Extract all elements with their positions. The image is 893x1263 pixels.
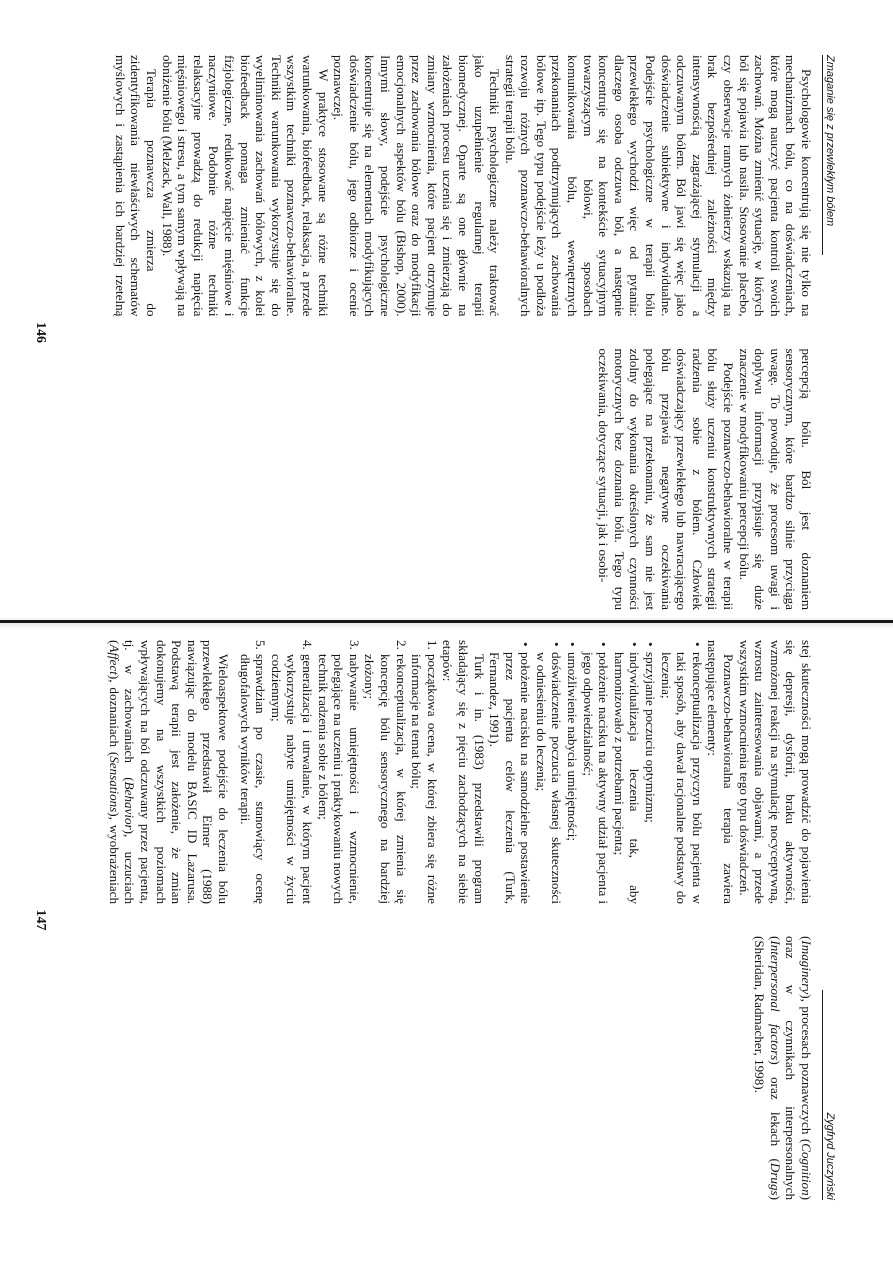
paragraph: Terapia poznawcza zmierza do zidentyfikowania niewłaściwych schematów myślowych i zastąpienia ich bardziej rzetelną percepcją bólu. Ból jest doznaniem sensorycznym, które bardzo silnie przyciąga uwagę. To powoduje, że procesom uwagi i doplywu informacji przypisuje się duże znaczenie w modyfikowaniu percepcji bólu. bbox=[112, 55, 814, 610]
list-item: • doświadczenie poczucia własnej skuteczności w odniesieniu do leczenia; bbox=[533, 652, 564, 904]
running-head-left: Zmaganie się z przewlekłym bólem bbox=[822, 55, 836, 255]
elements-list bbox=[487, 640, 705, 904]
right-page bbox=[33, 640, 836, 1200]
left-page bbox=[33, 55, 836, 610]
list-item: • sprzyjanie poczuciu optymizmu; bbox=[642, 652, 658, 904]
page-number-right: 147 bbox=[33, 909, 48, 931]
list-item: • położenie nacisku na samodzielne postawienie przez pacjenta celów leczenia (Turk, Fernandez, 1991). bbox=[487, 652, 534, 904]
list-item: • indywidualizacja leczenia tak, aby harmonizowało z potrzebami pacjenta; bbox=[611, 652, 642, 904]
paragraph: Wieloaspektowe podejście do leczenia bólu przewlekłego przedstawił Eimer (1988) nawiązując do modelu BASIC ID Lazarusa. Podstawą terapii jest założenie, że zmian dokonujemy na wszystkich poziomach wpływających na ból odczuwany przez pacjenta, tj. w zachowaniach (Behavior), uczuciach (Affect), doznaniach (Sensations), wyobrażeniach (Imaginery), procesach poznawczych (Cognition) oraz w czynnikach interpersonalnych (Interpersonal factors) oraz lekach (Drugs) (Sheridan, Radmacher, 1998). bbox=[106, 640, 814, 1200]
page-fold-shadow bbox=[0, 617, 893, 629]
list-item: • rekonceptualizacja przyczyn bólu pacjenta w taki sposób, aby dawał racjonalne podstawy do leczenia; bbox=[658, 652, 705, 904]
page-number-left: 146 bbox=[33, 322, 48, 343]
paragraph: Techniki psychologiczne należy traktować jako uzupełnienie regularnej terapii biomedycznej. Oparte są one głównie na założeniach procesu uczenia się i zmierzają do zmiany wzmocnienia, które pacjent otrzymuje przez zachowania bólowe oraz do modyfikacji emocjonalnych aspektów bólu (Bishop, 2000). Innymi słowy, podejście psychologiczne koncentruje się na elementach modyfikujących doświadczenie bólu, jego odbiorze i ocenie poznawczej. bbox=[331, 55, 503, 317]
paragraph: stej skuteczności mogą prowadzić do pojawienia się depresji, dysforii, braku aktywności, wzmożonej reakcji na stymulację nocyceptywną, wzrostu zainteresowania objawami, a przede wszystkim wzmocnienia tego typu doświadczeń. bbox=[736, 640, 814, 904]
page-fold-line bbox=[0, 620, 893, 623]
left-page-body bbox=[99, 55, 814, 610]
paragraph: Podejście poznawczo-behawioralne w terapii bólu służy uczeniu konstruktywnych strategii radzenia sobie z bólem. Człowiek doświadczający przewlekłego lub nawracającego bólu przejawia negatywne oczekiwania polegające na przekonaniu, że sam nie jest zdolny do wykonania określonych czynności motorycznych bez doznania bólu. Tego typu oczekiwania, dotyczące sytuacji, jak i osobi- bbox=[596, 348, 737, 610]
list-item: 3. nabywanie umiejętności i wzmocnienie, polegające na uczeniu i praktykowaniu nowych technik radzenia sobie z bólem; bbox=[315, 640, 362, 904]
running-head-right: Zygfryd Juczyński bbox=[822, 990, 836, 1200]
list-item: 5. sprawdzian po czasie, stanowiący ocenę długofalowych wyników terapii. bbox=[237, 640, 269, 904]
list-item: • położenie nacisku na aktywny udział pacjenta i jego odpowiedzialność; bbox=[580, 652, 611, 904]
list-item: 1. początkowa ocena, w której zbiera się różne informacje na temat bólu; bbox=[409, 640, 440, 904]
list-item: 4. generalizacja i utrwalanie, w którym pacjent wykorzystuje nabyte umiejętności w życiu codziennym; bbox=[268, 640, 315, 904]
list-item: 2. rekonceptualizacja, w której zmienia się koncepcję bólu sensorycznego na bardziej złożony; bbox=[362, 640, 409, 904]
list-item: • umożliwienie nabycia umiejętności; bbox=[565, 652, 581, 904]
paragraph: Psychologowie koncentrują się nie tylko na mechanizmach bólu, co na doświadczeniach, które mogą nauczyć pacjenta kontroli swoich zachowań. Można zmienić sytuację, w których ból się pojawia lub nasila. Stosowanie placebo, czy obserwacje rannych żołnierzy wskazują na brak bezpośredniej zależności między intensywnością zagrażającej stymulacji a odczuwanym bólem. Ból jawi się więc jako doświadczenie subiektywne i indywidualne. Podejście psychologiczne w terapii bólu przewlekłego wychodzi więc od pytania: dlaczego osoba odczuwa ból, a następnie koncentruje się na kontekście sytuacyjnym towarzyszącym bólowi, sposobach komunikowania bólu, wewnętrznych przekonaniach podtrzymujących zachowania bólowe itp. Tego typu podejście leży u podłoża rozwoju różnych poznawczo-behawioralnych strategii terapii bólu. bbox=[502, 55, 814, 317]
paragraph: Turk i in. (1983) przedstawili program składający się z pięciu zachodzących na siebie etapów: bbox=[440, 640, 487, 904]
paragraph: W praktyce stosowane są różne techniki warunkowania, biofeedback, relaksacja, a przede wszystkim techniki poznawczo-behawioralne. Techniki warunkowania wykorzystuje się do wyeliminowania zachowań bólowych, z kolei biofeedback pomaga zmieniać funkcje fizjologiczne, redukować napięcie mięśniowe i naczyniowe. Podobnie różne techniki relaksacyjne prowadzą do redukcji napięcia mięśniowego i stresu, a tym samym wpływają na obniżenie bólu (Melzack, Wall, 1988). bbox=[159, 55, 331, 317]
stages-list bbox=[237, 640, 440, 904]
right-page-body bbox=[99, 640, 814, 1200]
paragraph: Poznawczo-behawioralna terapia zawiera następujące elementy: bbox=[705, 640, 737, 904]
